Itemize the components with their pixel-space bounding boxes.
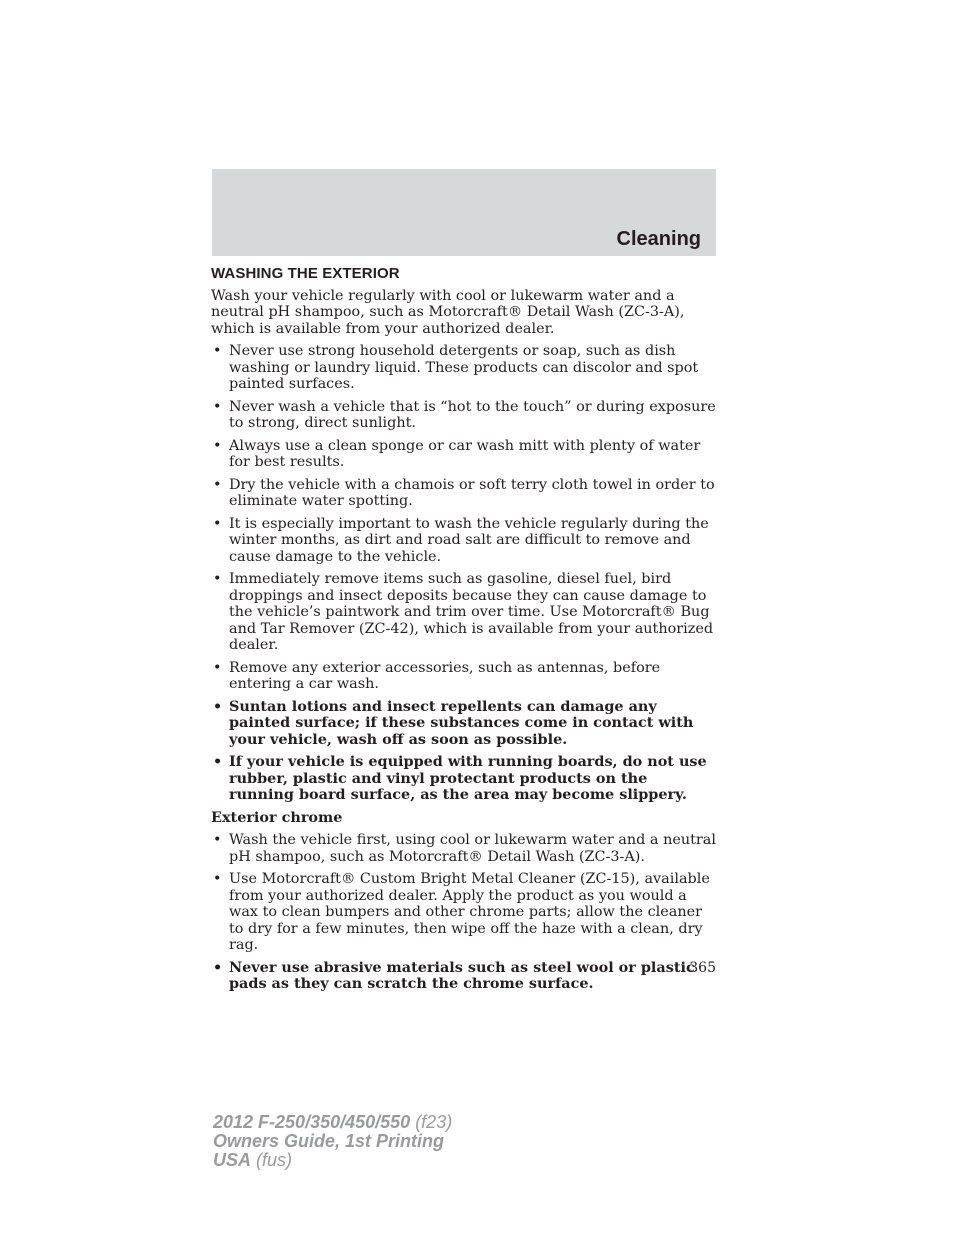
bullet-icon: • <box>213 697 223 715</box>
footer-line: 2012 F-250/350/450/550 (f23) <box>213 1112 453 1132</box>
list-item: • Never wash a vehicle that is “hot to the touch” or during exposure to strong, direct sunlight. <box>213 398 716 431</box>
chapter-title: Cleaning <box>616 228 701 250</box>
footer-line: Owners Guide, 1st Printing <box>213 1131 445 1151</box>
bullet-icon: • <box>213 343 222 359</box>
bullet-icon: • <box>213 571 222 587</box>
section-title: WASHING THE EXTERIOR <box>211 265 400 282</box>
list-item: • It is especially important to wash the vehicle regularly during the winter months, as dirt and road salt are difficult to remove and cause damage to the vehicle. <box>213 515 709 565</box>
list-item: • Remove any exterior accessories, such as antennas, before entering a car wash. <box>213 659 661 692</box>
header-band <box>212 169 716 256</box>
bullet-icon: • <box>213 437 222 454</box>
subsection-title: Exterior chrome <box>211 808 343 826</box>
warning-item: • If your vehicle is equipped with running boards, do not use rubber, plastic and vinyl protectant products on the running board surface, as the area may become slippery. <box>213 753 707 803</box>
list-item: • Wash the vehicle first, using cool or lukewarm water and a neutral pH shampoo, such as Motorcraft® Detail Wash (ZC-3-A). <box>213 832 716 865</box>
bullet-icon: • <box>213 958 223 976</box>
warning-item: • Suntan lotions and insect repellents can damage any painted surface; if these substances come in contact with your vehicle, wash off as soon as possible. <box>213 697 694 748</box>
footer-imprint <box>213 1113 452 1170</box>
bullet-icon: • <box>213 753 223 770</box>
list-item: • Dry the vehicle with a chamois or soft terry cloth towel in order to eliminate water spotting. <box>213 476 715 509</box>
list-item: • Use Motorcraft® Custom Bright Metal Cleaner (ZC-15), available from your authorized dealer. Apply the product as you would a wax to clean bumpers and other chrome parts; allow the cleaner to dry for a few minutes, then wipe off the haze with a clean, dry rag. <box>213 871 710 953</box>
list-item: • Immediately remove items such as gasoline, diesel fuel, bird droppings and insect deposits because they can cause damage to the vehicle’s paintwork and trim over time. Use Motorcraft® Bug and Tar Remover (ZC-42), which is available from your authorized dealer. <box>213 571 714 653</box>
bullet-icon: • <box>213 398 222 415</box>
footer-line: USA (fus) <box>213 1150 293 1170</box>
warning-item: • Never use abrasive materials such as steel wool or plastic pads as they can scratch the chrome surface. <box>213 958 695 992</box>
page-content <box>211 266 716 999</box>
bullet-icon: • <box>213 515 222 532</box>
bullet-icon: • <box>213 871 222 887</box>
page-number: 365 <box>689 960 716 976</box>
bullet-icon: • <box>213 659 222 676</box>
intro-paragraph: Wash your vehicle regularly with cool or lukewarm water and a neutral pH shampoo, such as Motorcraft® Detail Wash (ZC-3-A), which is available from your authorized dealer. <box>211 287 685 337</box>
list-item: • Always use a clean sponge or car wash mitt with plenty of water for best results. <box>213 437 701 470</box>
bullet-icon: • <box>213 476 222 493</box>
bullet-icon: • <box>213 832 222 848</box>
washing-bullet-list <box>211 343 716 804</box>
list-item: • Never use strong household detergents or soap, such as dish washing or laundry liquid. These products can discolor and spot painted surfaces. <box>213 343 699 392</box>
